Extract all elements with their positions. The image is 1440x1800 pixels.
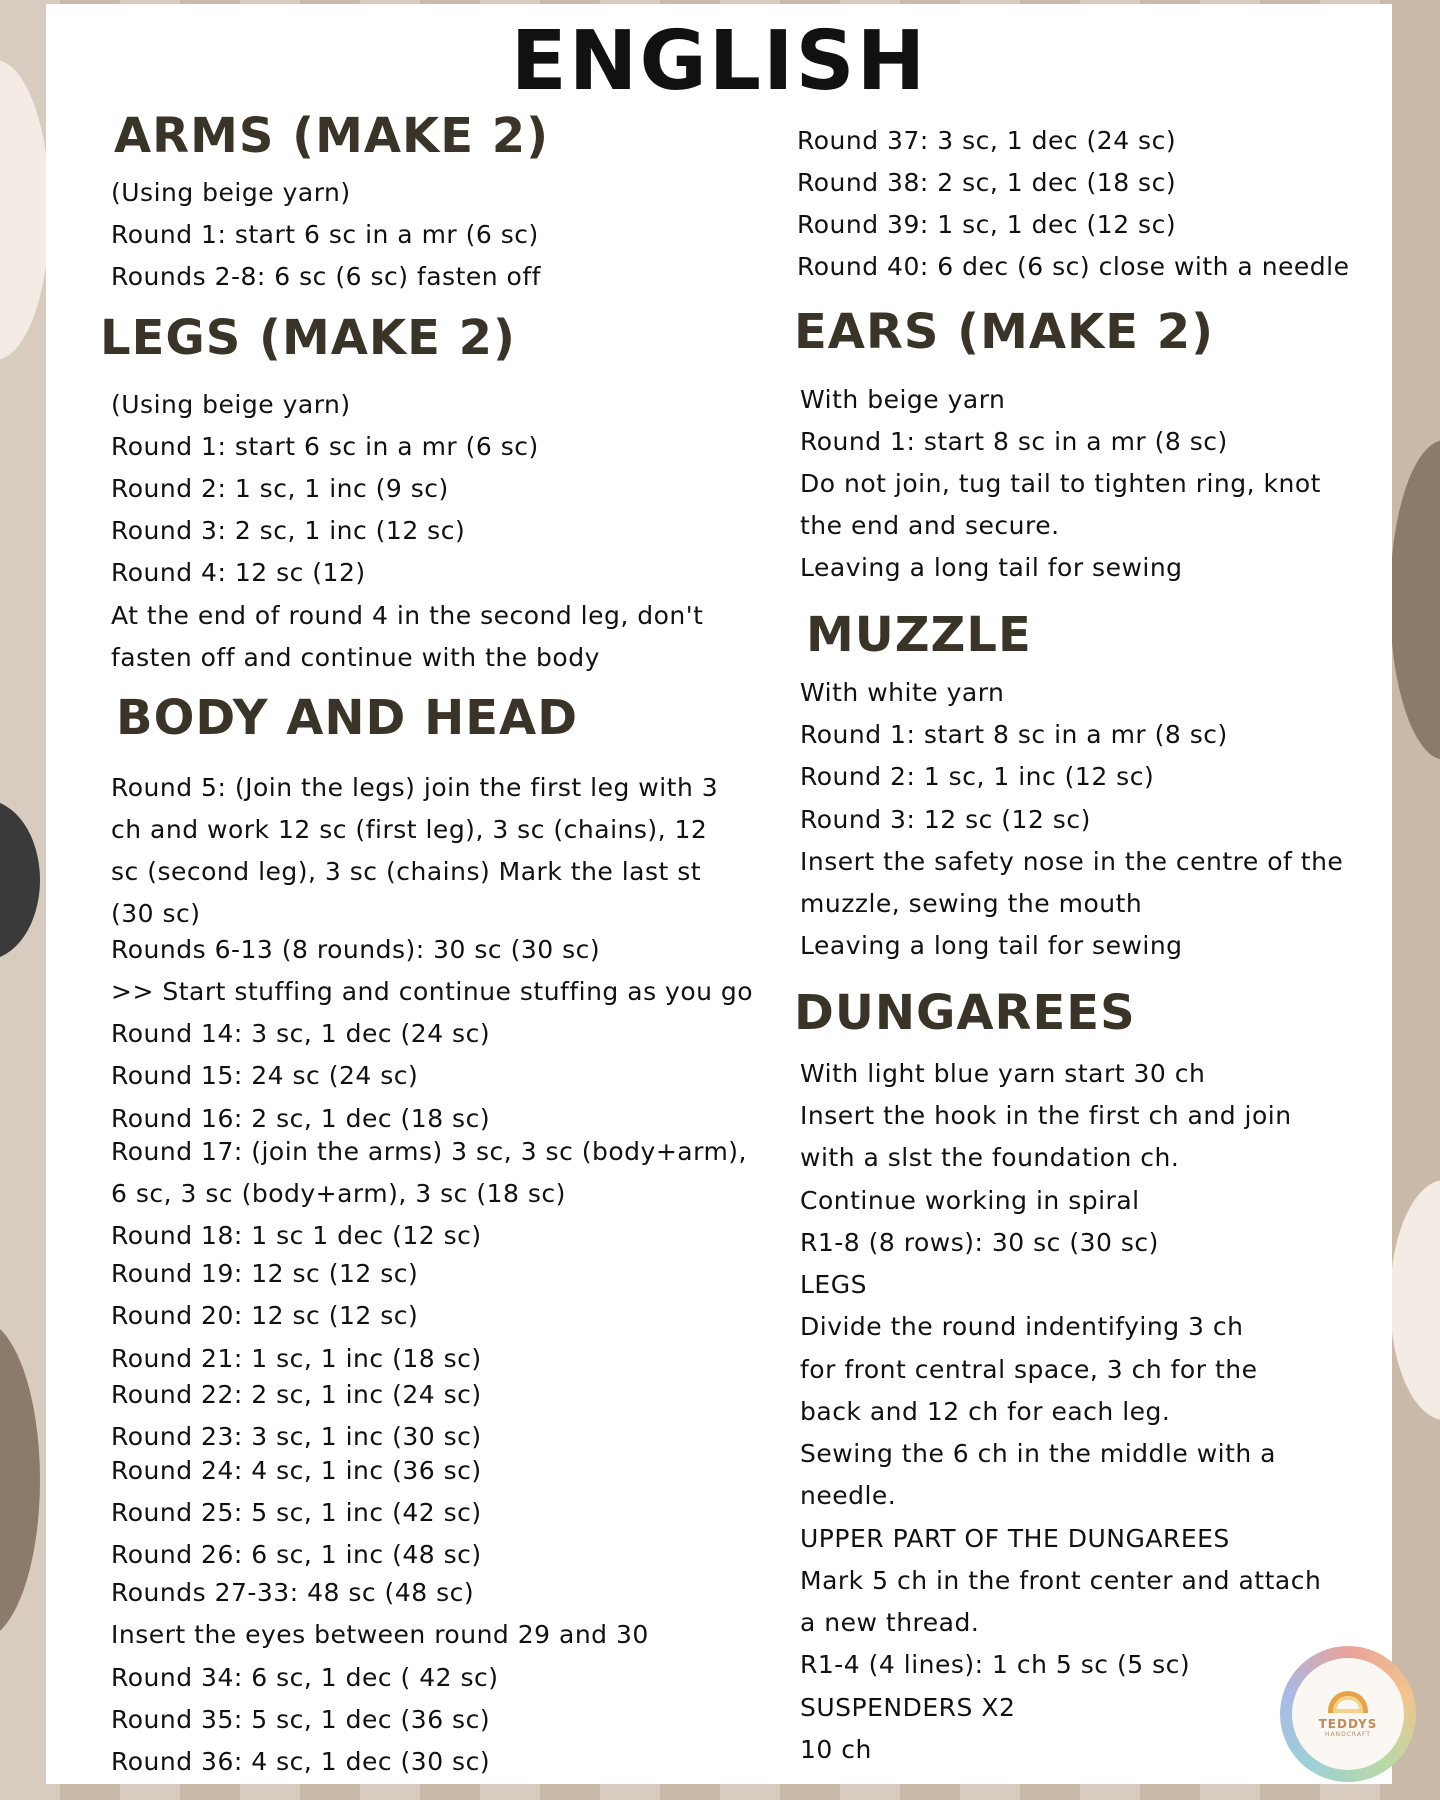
body-line: Round 19: 12 sc (12 sc) (111, 1259, 419, 1288)
body-line: Round 18: 1 sc 1 dec (12 sc) (111, 1221, 482, 1250)
muzzle-line: Leaving a long tail for sewing (800, 931, 1183, 960)
body-line: (30 sc) (111, 899, 201, 928)
body-line: ch and work 12 sc (first leg), 3 sc (chains), 12 (111, 815, 708, 844)
body-line: >> Start stuffing and continue stuffing as you go (111, 977, 754, 1006)
ears-heading: EARS (MAKE 2) (794, 304, 1215, 360)
arms-line: Round 1: start 6 sc in a mr (6 sc) (111, 220, 539, 249)
dungarees-line: UPPER PART OF THE DUNGAREES (800, 1524, 1230, 1553)
body-line: Round 5: (Join the legs) join the first leg with 3 (111, 773, 719, 802)
muzzle-line: Insert the safety nose in the centre of the (800, 847, 1344, 876)
muzzle-line: Round 2: 1 sc, 1 inc (12 sc) (800, 762, 1155, 791)
body-line: Round 25: 5 sc, 1 inc (42 sc) (111, 1498, 482, 1527)
logo-name: TEDDYS (1318, 1716, 1378, 1731)
ears-line: Leaving a long tail for sewing (800, 553, 1183, 582)
muzzle-line: muzzle, sewing the mouth (800, 889, 1143, 918)
dungarees-line: R1-4 (4 lines): 1 ch 5 sc (5 sc) (800, 1650, 1191, 1679)
body-line: Round 26: 6 sc, 1 inc (48 sc) (111, 1540, 482, 1569)
rainbow-icon (1328, 1691, 1368, 1713)
dungarees-line: with a slst the foundation ch. (800, 1143, 1180, 1172)
arms-line: (Using beige yarn) (111, 178, 351, 207)
body-line: Rounds 6-13 (8 rounds): 30 sc (30 sc) (111, 935, 601, 964)
body-line: sc (second leg), 3 sc (chains) Mark the last st (111, 857, 702, 886)
muzzle-line: With white yarn (800, 678, 1005, 707)
body-line: Round 35: 5 sc, 1 dec (36 sc) (111, 1705, 491, 1734)
body-line: Round 34: 6 sc, 1 dec ( 42 sc) (111, 1663, 499, 1692)
muzzle-heading: MUZZLE (806, 607, 1032, 663)
dungarees-line: 10 ch (800, 1735, 872, 1764)
legs-line: Round 4: 12 sc (12) (111, 558, 366, 587)
dungarees-heading: DUNGAREES (794, 985, 1136, 1041)
legs-line: Round 1: start 6 sc in a mr (6 sc) (111, 432, 539, 461)
pattern-sheet (46, 4, 1392, 1784)
body-line: Round 36: 4 sc, 1 dec (30 sc) (111, 1747, 491, 1776)
body-line: Round 22: 2 sc, 1 inc (24 sc) (111, 1380, 482, 1409)
head-line: Round 40: 6 dec (6 sc) close with a needle (797, 252, 1350, 281)
dungarees-line: R1-8 (8 rows): 30 sc (30 sc) (800, 1228, 1159, 1257)
body-line: 6 sc, 3 sc (body+arm), 3 sc (18 sc) (111, 1179, 566, 1208)
arms-line: Rounds 2-8: 6 sc (6 sc) fasten off (111, 262, 541, 291)
legs-line: At the end of round 4 in the second leg, don't (111, 601, 704, 630)
body-line: Insert the eyes between round 29 and 30 (111, 1620, 649, 1649)
dungarees-line: Sewing the 6 ch in the middle with a (800, 1439, 1276, 1468)
head-line: Round 38: 2 sc, 1 dec (18 sc) (797, 168, 1177, 197)
ears-line: Round 1: start 8 sc in a mr (8 sc) (800, 427, 1228, 456)
muzzle-line: Round 3: 12 sc (12 sc) (800, 805, 1091, 834)
dungarees-line: Insert the hook in the first ch and join (800, 1101, 1292, 1130)
dungarees-line: for front central space, 3 ch for the (800, 1355, 1258, 1384)
arms-heading: ARMS (MAKE 2) (114, 108, 550, 164)
body-line: Rounds 27-33: 48 sc (48 sc) (111, 1578, 475, 1607)
head-line: Round 39: 1 sc, 1 dec (12 sc) (797, 210, 1177, 239)
legs-heading: LEGS (MAKE 2) (100, 310, 516, 366)
body-line: Round 16: 2 sc, 1 dec (18 sc) (111, 1104, 491, 1133)
dungarees-line: needle. (800, 1481, 897, 1510)
dungarees-line: LEGS (800, 1270, 867, 1299)
legs-line: Round 3: 2 sc, 1 inc (12 sc) (111, 516, 466, 545)
body-line: Round 14: 3 sc, 1 dec (24 sc) (111, 1019, 491, 1048)
dungarees-line: Continue working in spiral (800, 1186, 1140, 1215)
body-heading: BODY AND HEAD (116, 690, 579, 746)
logo-subtitle: HANDCRAFT (1325, 1730, 1371, 1738)
dungarees-line: Mark 5 ch in the front center and attach (800, 1566, 1322, 1595)
muzzle-line: Round 1: start 8 sc in a mr (8 sc) (800, 720, 1228, 749)
body-line: Round 23: 3 sc, 1 inc (30 sc) (111, 1422, 482, 1451)
ears-line: With beige yarn (800, 385, 1006, 414)
legs-line: (Using beige yarn) (111, 390, 351, 419)
legs-line: fasten off and continue with the body (111, 643, 600, 672)
legs-line: Round 2: 1 sc, 1 inc (9 sc) (111, 474, 449, 503)
body-line: Round 20: 12 sc (12 sc) (111, 1301, 419, 1330)
ears-line: Do not join, tug tail to tighten ring, knot (800, 469, 1321, 498)
body-line: Round 24: 4 sc, 1 inc (36 sc) (111, 1456, 482, 1485)
brand-logo (1280, 1646, 1416, 1782)
dungarees-line: back and 12 ch for each leg. (800, 1397, 1171, 1426)
dungarees-line: SUSPENDERS X2 (800, 1693, 1016, 1722)
body-line: Round 17: (join the arms) 3 sc, 3 sc (body+arm), (111, 1137, 747, 1166)
body-line: Round 15: 24 sc (24 sc) (111, 1061, 419, 1090)
head-line: Round 37: 3 sc, 1 dec (24 sc) (797, 126, 1177, 155)
dungarees-line: With light blue yarn start 30 ch (800, 1059, 1206, 1088)
page-title: ENGLISH (510, 14, 928, 109)
body-line: Round 21: 1 sc, 1 inc (18 sc) (111, 1344, 482, 1373)
dungarees-line: a new thread. (800, 1608, 980, 1637)
dungarees-line: Divide the round indentifying 3 ch (800, 1312, 1244, 1341)
ears-line: the end and secure. (800, 511, 1060, 540)
